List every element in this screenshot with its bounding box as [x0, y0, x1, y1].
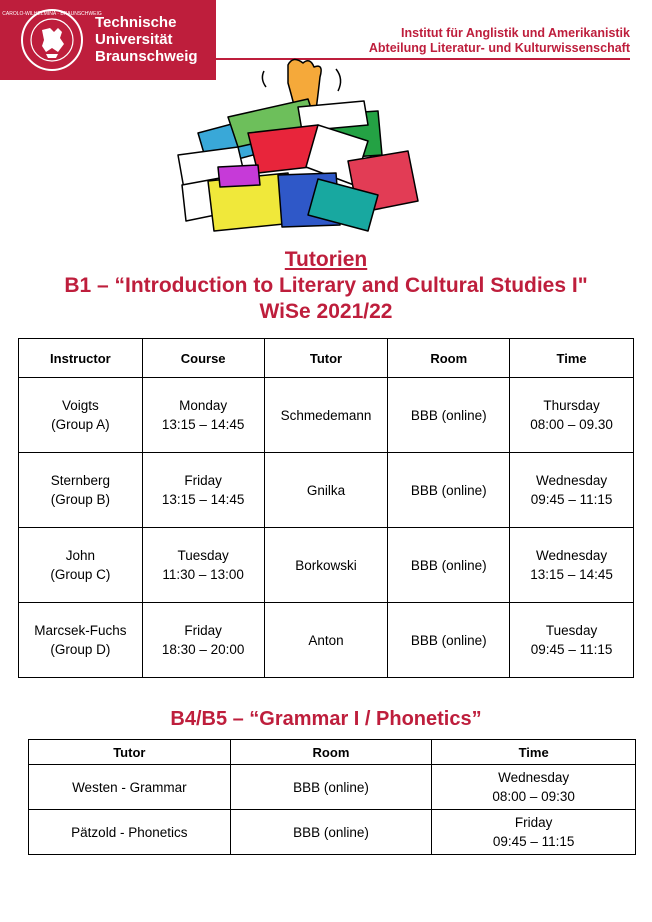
course-cell: Monday 13:15 – 14:45 — [142, 378, 264, 453]
tutor-cell: Pätzold - Phonetics — [29, 810, 231, 855]
time-cell: Wednesday 13:15 – 14:45 — [510, 528, 634, 603]
title-block — [0, 247, 652, 325]
course-title: B1 – “Introduction to Literary and Cultural Studies I" — [64, 274, 588, 297]
department-name: Abteilung Literatur- und Kulturwissenschaft — [368, 41, 630, 55]
book-pile-illustration — [168, 55, 428, 237]
grammar-phonetics-title: B4/B5 – “Grammar I / Phonetics” — [170, 708, 482, 730]
tutor-cell: Anton — [264, 603, 388, 678]
room-cell: BBB (online) — [388, 528, 510, 603]
tutorial-table-b1 — [18, 338, 634, 678]
time-cell: Tuesday 09:45 – 11:15 — [510, 603, 634, 678]
table-row — [29, 810, 636, 855]
table-header-row — [19, 339, 634, 378]
time-cell: Wednesday 08:00 – 09:30 — [432, 765, 636, 810]
table-row — [19, 603, 634, 678]
instructor-cell: Voigts (Group A) — [19, 378, 143, 453]
table-header-row — [29, 740, 636, 765]
header-course: Course — [142, 339, 264, 378]
instructor-cell: John (Group C) — [19, 528, 143, 603]
course-cell: Friday 13:15 – 14:45 — [142, 453, 264, 528]
header-room: Room — [230, 740, 432, 765]
table-row — [19, 528, 634, 603]
seal-text: CAROLO-WILHELMINA · BRAUNSCHWEIG — [2, 11, 102, 17]
room-cell: BBB (online) — [388, 453, 510, 528]
university-seal-icon — [2, 8, 102, 72]
room-cell: BBB (online) — [230, 810, 432, 855]
instructor-cell: Sternberg (Group B) — [19, 453, 143, 528]
course-cell: Friday 18:30 – 20:00 — [142, 603, 264, 678]
institute-name: Institut für Anglistik und Amerikanistik — [401, 26, 630, 40]
header-instructor: Instructor — [19, 339, 143, 378]
tutor-cell: Gnilka — [264, 453, 388, 528]
instructor-cell: Marcsek-Fuchs (Group D) — [19, 603, 143, 678]
header-time: Time — [510, 339, 634, 378]
table-row — [19, 378, 634, 453]
tutor-cell: Westen - Grammar — [29, 765, 231, 810]
room-cell: BBB (online) — [388, 378, 510, 453]
room-cell: BBB (online) — [388, 603, 510, 678]
university-name: Technische Universität Braunschweig — [95, 14, 198, 65]
tutor-cell: Schmedemann — [264, 378, 388, 453]
time-cell: Wednesday 09:45 – 11:15 — [510, 453, 634, 528]
room-cell: BBB (online) — [230, 765, 432, 810]
institute-header — [369, 26, 630, 56]
course-cell: Tuesday 11:30 – 13:00 — [142, 528, 264, 603]
semester-title: WiSe 2021/22 — [259, 300, 393, 323]
time-cell: Thursday 08:00 – 09.30 — [510, 378, 634, 453]
tutorial-table-b4b5 — [28, 739, 636, 855]
page-heading: Tutorien — [284, 248, 368, 271]
tutor-cell: Borkowski — [264, 528, 388, 603]
header-tutor: Tutor — [264, 339, 388, 378]
header-time: Time — [432, 740, 636, 765]
table-row — [19, 453, 634, 528]
header-room: Room — [388, 339, 510, 378]
header-tutor: Tutor — [29, 740, 231, 765]
time-cell: Friday 09:45 – 11:15 — [432, 810, 636, 855]
table-row — [29, 765, 636, 810]
